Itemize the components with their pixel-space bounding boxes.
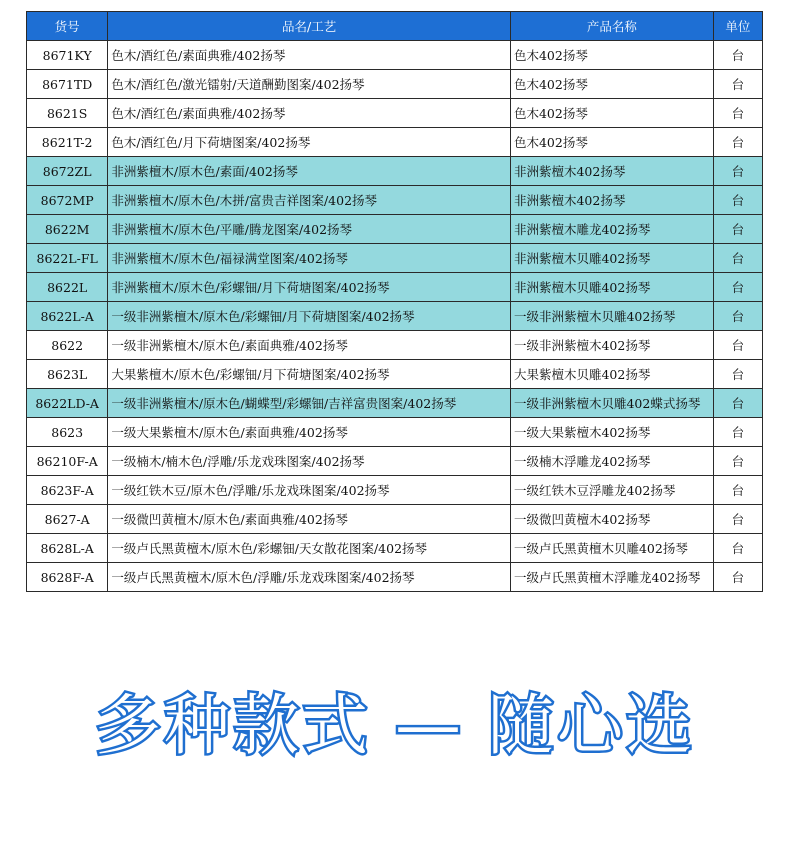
cell-craft: 非洲紫檀木/原木色/彩螺钿/月下荷塘图案/402扬琴 [108,273,511,302]
table-row [27,563,763,592]
cell-code: 8623F-A [27,476,108,505]
cell-craft: 色木/酒红色/月下荷塘图案/402扬琴 [108,128,511,157]
cell-code: 8671TD [27,70,108,99]
cell-code: 8622L [27,273,108,302]
cell-unit: 台 [713,505,762,534]
cell-product-name: 一级微凹黄檀木402扬琴 [510,505,713,534]
cell-code: 8623L [27,360,108,389]
cell-code: 8622 [27,331,108,360]
cell-craft: 非洲紫檀木/原木色/福禄满堂图案/402扬琴 [108,244,511,273]
cell-code: 8628F-A [27,563,108,592]
table-row [27,244,763,273]
cell-unit: 台 [713,41,762,70]
table-row [27,70,763,99]
cell-unit: 台 [713,331,762,360]
cell-product-name: 一级楠木浮雕龙402扬琴 [510,447,713,476]
cell-product-name: 一级非洲紫檀木贝雕402扬琴 [510,302,713,331]
cell-craft: 一级非洲紫檀木/原木色/彩螺钿/月下荷塘图案/402扬琴 [108,302,511,331]
cell-craft: 一级卢氏黑黄檀木/原木色/彩螺钿/天女散花图案/402扬琴 [108,534,511,563]
cell-craft: 一级微凹黄檀木/原木色/素面典雅/402扬琴 [108,505,511,534]
cell-code: 8622L-FL [27,244,108,273]
cell-craft: 色木/酒红色/素面典雅/402扬琴 [108,41,511,70]
table-row [27,360,763,389]
cell-product-name: 色木402扬琴 [510,99,713,128]
table-row [27,331,763,360]
cell-code: 8622L-A [27,302,108,331]
table-row [27,99,763,128]
cell-craft: 非洲紫檀木/原木色/平雕/腾龙图案/402扬琴 [108,215,511,244]
cell-craft: 非洲紫檀木/原木色/木拼/富贵吉祥图案/402扬琴 [108,186,511,215]
cell-code: 8627-A [27,505,108,534]
cell-product-name: 非洲紫檀木402扬琴 [510,186,713,215]
cell-product-name: 非洲紫檀木雕龙402扬琴 [510,215,713,244]
cell-product-name: 一级大果紫檀木402扬琴 [510,418,713,447]
cell-unit: 台 [713,215,762,244]
cell-product-name: 非洲紫檀木贝雕402扬琴 [510,244,713,273]
table-row [27,418,763,447]
table-row [27,41,763,70]
cell-unit: 台 [713,534,762,563]
cell-product-name: 一级卢氏黑黄檀木贝雕402扬琴 [510,534,713,563]
slogan-banner: 多种款式 — 随心选 [95,687,695,764]
cell-unit: 台 [713,476,762,505]
cell-code: 8623 [27,418,108,447]
cell-code: 8672ZL [27,157,108,186]
cell-code: 8622LD-A [27,389,108,418]
cell-product-name: 色木402扬琴 [510,70,713,99]
header-craft: 品名/工艺 [108,12,511,41]
cell-craft: 非洲紫檀木/原木色/素面/402扬琴 [108,157,511,186]
cell-unit: 台 [713,273,762,302]
table-row [27,128,763,157]
cell-code: 8628L-A [27,534,108,563]
table-row [27,273,763,302]
table-header-row [27,12,763,41]
table-row [27,534,763,563]
cell-unit: 台 [713,128,762,157]
table-row [27,476,763,505]
cell-craft: 一级红铁木豆/原木色/浮雕/乐龙戏珠图案/402扬琴 [108,476,511,505]
cell-unit: 台 [713,447,762,476]
table-row [27,157,763,186]
cell-unit: 台 [713,244,762,273]
table-row [27,215,763,244]
cell-product-name: 大果紫檀木贝雕402扬琴 [510,360,713,389]
cell-unit: 台 [713,186,762,215]
cell-craft: 一级非洲紫檀木/原木色/素面典雅/402扬琴 [108,331,511,360]
cell-code: 8621S [27,99,108,128]
cell-product-name: 色木402扬琴 [510,41,713,70]
cell-code: 86210F-A [27,447,108,476]
cell-unit: 台 [713,418,762,447]
table-row [27,302,763,331]
header-product-name: 产品名称 [510,12,713,41]
header-code: 货号 [27,12,108,41]
cell-craft: 一级楠木/楠木色/浮雕/乐龙戏珠图案/402扬琴 [108,447,511,476]
header-unit: 单位 [713,12,762,41]
cell-craft: 大果紫檀木/原木色/彩螺钿/月下荷塘图案/402扬琴 [108,360,511,389]
cell-code: 8672MP [27,186,108,215]
table-row [27,186,763,215]
cell-product-name: 一级非洲紫檀木402扬琴 [510,331,713,360]
cell-product-name: 一级卢氏黑黄檀木浮雕龙402扬琴 [510,563,713,592]
table-row [27,389,763,418]
product-table [26,11,763,592]
cell-unit: 台 [713,389,762,418]
cell-product-name: 一级红铁木豆浮雕龙402扬琴 [510,476,713,505]
cell-unit: 台 [713,302,762,331]
table-body [27,41,763,592]
cell-craft: 色木/酒红色/素面典雅/402扬琴 [108,99,511,128]
cell-product-name: 非洲紫檀木402扬琴 [510,157,713,186]
cell-unit: 台 [713,360,762,389]
cell-unit: 台 [713,157,762,186]
cell-code: 8622M [27,215,108,244]
table-row [27,447,763,476]
cell-unit: 台 [713,70,762,99]
cell-craft: 色木/酒红色/激光镭射/天道酬勤图案/402扬琴 [108,70,511,99]
cell-craft: 一级大果紫檀木/原木色/素面典雅/402扬琴 [108,418,511,447]
cell-unit: 台 [713,563,762,592]
cell-product-name: 一级非洲紫檀木贝雕402蝶式扬琴 [510,389,713,418]
cell-craft: 一级非洲紫檀木/原木色/蝴蝶型/彩螺钿/吉祥富贵图案/402扬琴 [108,389,511,418]
cell-code: 8621T-2 [27,128,108,157]
table-row [27,505,763,534]
cell-product-name: 非洲紫檀木贝雕402扬琴 [510,273,713,302]
cell-product-name: 色木402扬琴 [510,128,713,157]
cell-craft: 一级卢氏黑黄檀木/原木色/浮雕/乐龙戏珠图案/402扬琴 [108,563,511,592]
cell-code: 8671KY [27,41,108,70]
cell-unit: 台 [713,99,762,128]
